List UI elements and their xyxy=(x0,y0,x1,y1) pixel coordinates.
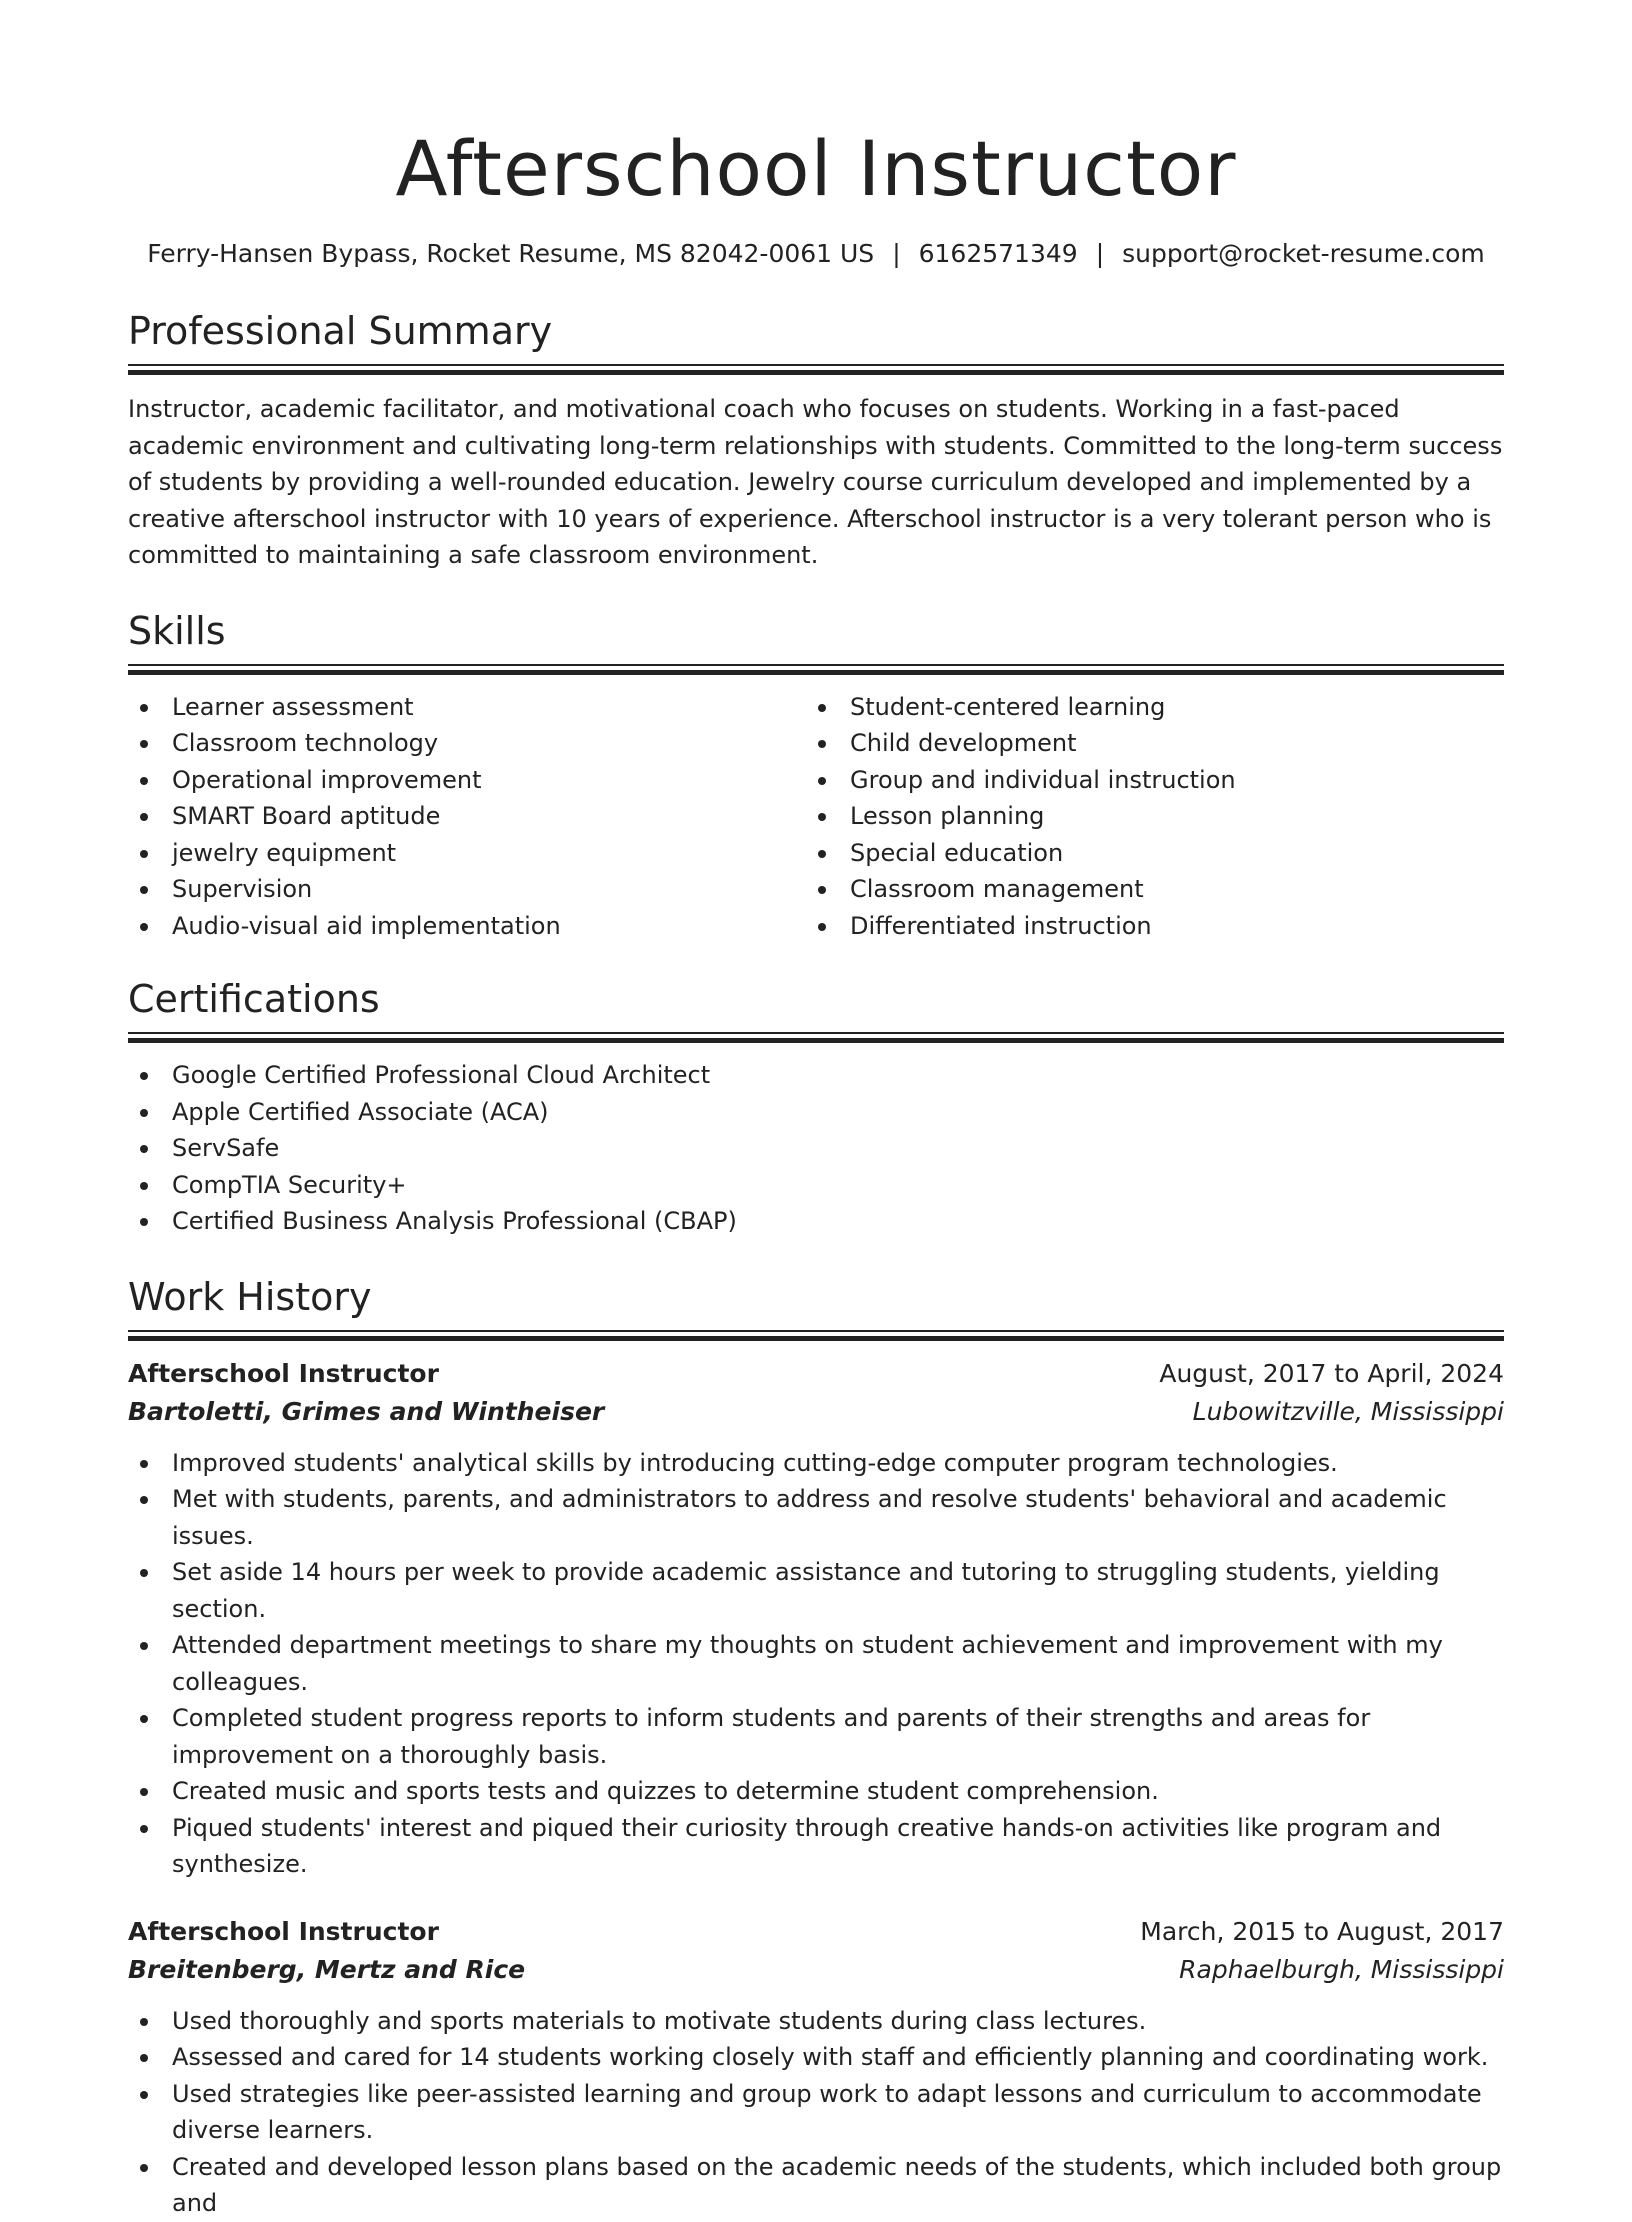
list-item: jewelry equipment xyxy=(128,835,806,872)
job-dates: March, 2015 to August, 2017 xyxy=(1140,1916,1504,1946)
work-history-section xyxy=(128,1272,1504,2222)
job-duties-list xyxy=(128,2003,1504,2222)
list-item: CompTIA Security+ xyxy=(128,1167,1504,1204)
certifications-list xyxy=(128,1057,1504,1240)
bullet-icon xyxy=(818,886,826,894)
list-item: SMART Board aptitude xyxy=(128,798,806,835)
bullet-icon xyxy=(140,777,148,785)
list-item: Set aside 14 hours per week to provide academic assistance and tutoring to struggling students, yielding section. xyxy=(128,1554,1504,1627)
section-heading: Certifications xyxy=(128,977,380,1021)
list-item: Attended department meetings to share my thoughts on student achievement and improvement with my colleagues. xyxy=(128,1627,1504,1700)
section-divider xyxy=(128,1032,1504,1043)
section-divider xyxy=(128,1330,1504,1341)
job-title: Afterschool Instructor xyxy=(128,1358,439,1388)
bullet-icon xyxy=(140,2164,148,2172)
list-item: Used thoroughly and sports materials to motivate students during class lectures. xyxy=(128,2003,1504,2040)
bullet-icon xyxy=(140,886,148,894)
bullet-icon xyxy=(818,850,826,858)
job-subheader xyxy=(128,1393,1504,1431)
summary-section xyxy=(128,306,1504,574)
list-item: Supervision xyxy=(128,871,806,908)
list-item: Met with students, parents, and administrators to address and resolve students' behavioral and academic issues. xyxy=(128,1481,1504,1554)
list-item: Learner assessment xyxy=(128,689,806,726)
list-item: Created and developed lesson plans based on the academic needs of the students, which included both group and xyxy=(128,2149,1504,2222)
contact-separator: | xyxy=(892,239,901,268)
section-heading: Skills xyxy=(128,608,226,653)
skills-list-left xyxy=(128,689,806,945)
job-header xyxy=(128,1355,1504,1393)
contact-address: Ferry-Hansen Bypass, Rocket Resume, MS 82042-0061 US xyxy=(147,239,875,268)
list-item: Used strategies like peer-assisted learning and group work to adapt lessons and curriculum to accommodate diverse learners. xyxy=(128,2076,1504,2149)
list-item: Classroom technology xyxy=(128,725,806,762)
job-location: Lubowitzville, Mississippi xyxy=(1192,1396,1504,1426)
bullet-icon xyxy=(818,923,826,931)
bullet-icon xyxy=(140,1072,148,1080)
bullet-icon xyxy=(140,1788,148,1796)
summary-text: Instructor, academic facilitator, and motivational coach who focuses on students. Working in a fast-paced academic environment and cultivating long-term relationships with students. Committed to the long-term success of students by providing a well-rounded education. Jewelry course curriculum developed and implemented by a creative afterschool instructor with 10 years of experience. Afterschool instructor is a very tolerant person who is committed to maintaining a safe classroom environment. xyxy=(128,395,1503,569)
list-item: Apple Certified Associate (ACA) xyxy=(128,1094,1504,1131)
contact-email[interactable]: support@rocket-resume.com xyxy=(1122,239,1485,268)
bullet-icon xyxy=(140,923,148,931)
bullet-icon xyxy=(140,1218,148,1226)
certifications-section xyxy=(128,974,1504,1240)
section-heading: Professional Summary xyxy=(128,309,553,353)
bullet-icon xyxy=(140,2091,148,2099)
bullet-icon xyxy=(140,2018,148,2026)
bullet-icon xyxy=(140,1145,148,1153)
contact-separator: | xyxy=(1095,239,1105,268)
bullet-icon xyxy=(140,1825,148,1833)
job-company: Bartoletti, Grimes and Wintheiser xyxy=(128,1396,605,1426)
list-item: Operational improvement xyxy=(128,762,806,799)
job-header xyxy=(128,1913,1504,1951)
list-item: Certified Business Analysis Professional (CBAP) xyxy=(128,1203,1504,1240)
list-item: Assessed and cared for 14 students working closely with staff and efficiently planning and coordinating work. xyxy=(128,2039,1504,2076)
job-location: Raphaelburgh, Mississippi xyxy=(1179,1954,1504,1984)
list-item: Differentiated instruction xyxy=(806,908,1484,945)
bullet-icon xyxy=(818,740,826,748)
bullet-icon xyxy=(140,1109,148,1117)
list-item: ServSafe xyxy=(128,1130,1504,1167)
list-item: Child development xyxy=(806,725,1484,762)
list-item: Lesson planning xyxy=(806,798,1484,835)
skills-columns xyxy=(128,689,1504,945)
contact-line xyxy=(88,236,1544,272)
job-dates: August, 2017 to April, 2024 xyxy=(1159,1358,1504,1388)
section-heading: Work History xyxy=(128,1274,372,1319)
bullet-icon xyxy=(818,813,826,821)
bullet-icon xyxy=(140,1182,148,1190)
bullet-icon xyxy=(140,1569,148,1577)
contact-phone: 6162571349 xyxy=(918,239,1078,268)
bullet-icon xyxy=(140,813,148,821)
list-item: Completed student progress reports to inform students and parents of their strengths and areas for improvement on a thoroughly basis. xyxy=(128,1700,1504,1773)
bullet-icon xyxy=(140,704,148,712)
bullet-icon xyxy=(140,1460,148,1468)
job-duties-list xyxy=(128,1445,1504,1883)
list-item: Piqued students' interest and piqued their curiosity through creative hands-on activities like program and synthesize. xyxy=(128,1810,1504,1883)
list-item: Special education xyxy=(806,835,1484,872)
list-item: Group and individual instruction xyxy=(806,762,1484,799)
job-title: Afterschool Instructor xyxy=(128,1916,439,1946)
bullet-icon xyxy=(140,2054,148,2062)
skills-section xyxy=(128,606,1504,945)
section-divider xyxy=(128,664,1504,675)
resume-title: Afterschool Instructor xyxy=(395,124,1237,213)
bullet-icon xyxy=(818,704,826,712)
bullet-icon xyxy=(140,1715,148,1723)
job-entry xyxy=(128,1355,1504,1883)
bullet-icon xyxy=(818,777,826,785)
list-item: Google Certified Professional Cloud Architect xyxy=(128,1057,1504,1094)
job-entry xyxy=(128,1913,1504,2222)
bullet-icon xyxy=(140,740,148,748)
list-item: Classroom management xyxy=(806,871,1484,908)
bullet-icon xyxy=(140,1642,148,1650)
bullet-icon xyxy=(140,1496,148,1504)
list-item: Audio-visual aid implementation xyxy=(128,908,806,945)
skills-list-right xyxy=(806,689,1484,945)
list-item: Improved students' analytical skills by introducing cutting-edge computer program technologies. xyxy=(128,1445,1504,1482)
list-item: Created music and sports tests and quizzes to determine student comprehension. xyxy=(128,1773,1504,1810)
section-divider xyxy=(128,364,1504,375)
resume-page xyxy=(128,0,1504,2222)
job-company: Breitenberg, Mertz and Rice xyxy=(128,1954,526,1984)
list-item: Student-centered learning xyxy=(806,689,1484,726)
job-subheader xyxy=(128,1951,1504,1989)
bullet-icon xyxy=(140,850,148,858)
